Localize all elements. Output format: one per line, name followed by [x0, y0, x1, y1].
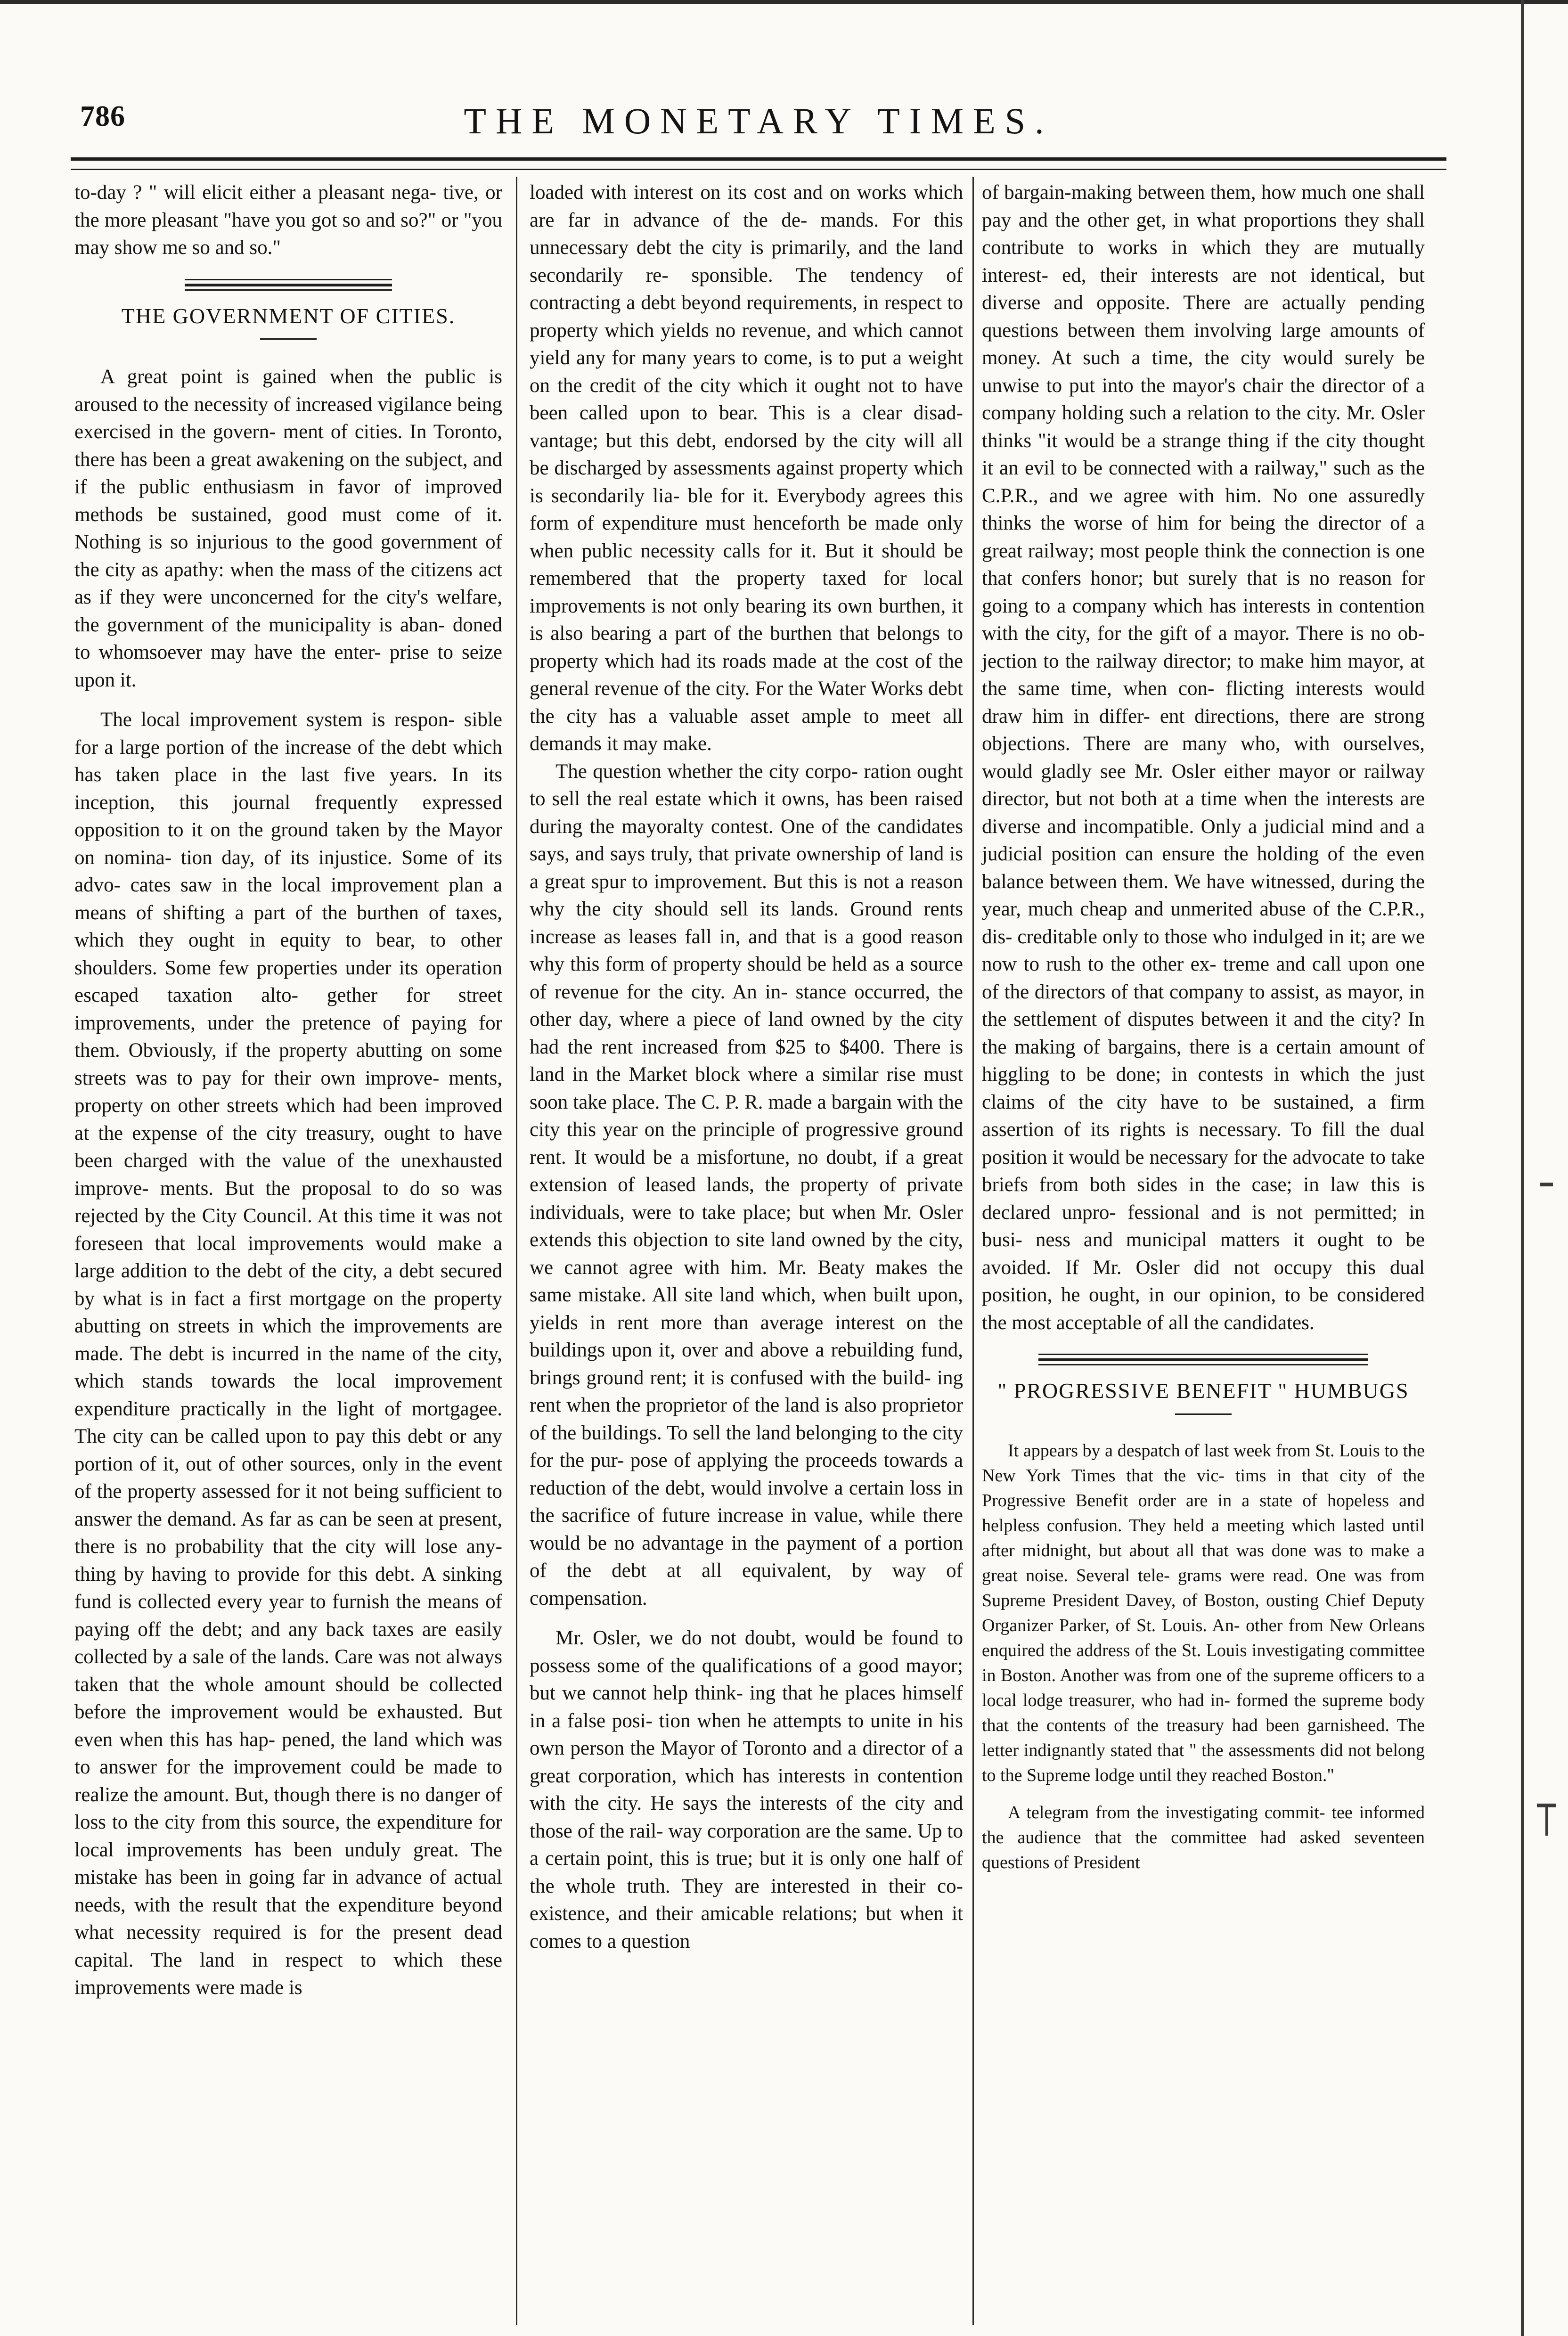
section-separator — [185, 276, 392, 290]
margin-mark — [1545, 1807, 1548, 1836]
page-header — [80, 100, 1437, 152]
column-2 — [530, 179, 963, 1955]
column-3 — [982, 179, 1425, 1875]
page-top-edge — [0, 0, 1568, 4]
page-right-edge — [1521, 0, 1524, 2336]
section-separator — [1038, 1351, 1368, 1365]
margin-mark — [1537, 1804, 1556, 1807]
article-title: THE GOVERNMENT OF CITIES. — [121, 303, 456, 328]
article-title: " PROGRESSIVE BENEFIT " HUMBUGS — [997, 1379, 1409, 1403]
article-paragraph: A great point is gained when the public is aroused to the necessity of increased vigilance being exercised in the govern- ment of cities. In Toronto, there has been a great awakening on the subject, and if the public enthusiasm in favor of improved methods be sustained, good must come of it. Nothing is so injurious to the good government of the city as apathy: when the mass of the citizens act as if they were unconcerned for the city's welfare, the government of the municipality is aban- doned to whomsoever may have the enter- prise to seize upon it. — [74, 366, 502, 691]
header-rule — [71, 157, 1446, 161]
title-rule — [260, 338, 317, 340]
title-rule — [1175, 1413, 1232, 1415]
carryover-paragraph: to-day ? " will elicit either a pleasant nega- tive, or the more pleasant "have you got so and so?" or "you may show me so and so." — [74, 181, 502, 259]
margin-mark — [1540, 1183, 1553, 1186]
column-divider — [972, 177, 974, 2325]
header-rule-thin — [71, 169, 1446, 170]
article-paragraph: Mr. Osler, we do not doubt, would be found to possess some of the qualifications of a good mayor; but we cannot help think- ing that he places himself in a false posi- tion when he attempts to unite in his own person the Mayor of Toronto and a director of a great corporation, which has interests in contention with the city. He says the interests of the city and those of the rail- way corporation are the same. Up to a certain point, this is true; but it is only one half of the whole truth. They are interested in their co-existence, and their amicable relations; but when it comes to a question — [530, 1627, 963, 1952]
column-divider — [516, 177, 517, 2325]
article-paragraph: The local improvement system is respon- sible for a large portion of the increase of the debt which has taken place in the last five years. In its inception, this journal frequently expressed opposition to it on the ground taken by the Mayor on nomina- tion day, of its injustice. Some of its advo- cates saw in the local improvement plan a means of shifting a part of the burthen of taxes, which they ought in equity to bear, to other shoulders. Some few properties under its operation escaped taxation alto- gether for street improvements, under the pretence of paying for them. Obviously, if the property abutting on some streets was to pay for their own improve- ments, property on other streets which had been improved at the expense of the city treasury, ought to have been charged with the value of the unexhausted improve- ments. But the proposal to do so was rejected by the City Council. At this time it was not foreseen that local improvements would make a large addition to the debt of the city, a debt secured by what is in fact a first mortgage on the property abutting on streets in which the improvements are made. The debt is incurred in the name of the city, which stands towards the local improvement expenditure practically in the light of mortgagee. The city can be called upon to pay this debt or any portion of it, out of other sources, only in the event of the property assessed for it not being sufficient to answer the demand. As far as can be seen at present, there is no probability that the city will lose any- thing by having to provide for this debt. A sinking fund is collected every year to furnish the means of paying off the debt; and any back taxes are easily collected by a sale of the lands. Care was not always taken that the whole amount should be collected before the improvement would be exhausted. But even when this has hap- pened, the land which was to answer for the improvement could be made to realize the amount. But, though there is no danger of loss to the city from this source, the expenditure for local improvements has been unduly great. The mistake has been in going far in advance of actual needs, with the result that the expenditure beyond what necessity required is for the present dead capital. The land in respect to which these improvements were made is — [74, 709, 502, 1999]
page-number: 786 — [80, 100, 125, 132]
journal-title: THE MONETARY TIMES. — [464, 100, 1054, 141]
article-paragraph: The question whether the city corpo- ration ought to sell the real estate which it owns, has been raised during the mayoralty contest. One of the candidates says, and says truly, that private ownership of land is a great spur to improvement. But this is not a reason why the city should sell its lands. Ground rents increase as leases fall in, and that is a good reason why this form of property should be held as a source of revenue for the city. An in- stance occurred, the other day, where a piece of land owned by the city had the rent increased from $25 to $400. There is land in the Market block where a similar rise must soon take place. The C. P. R. made a bargain with the city this year on the principle of progressive ground rent. It would be a misfortune, no doubt, if a great extension of leased lands, the property of private individuals, were to take place; but when Mr. Osler extends this objection to site land owned by the city, we cannot agree with him. Mr. Beaty makes the same mistake. All site land which, when built upon, yields in rent more than average interest on the buildings upon it, over and above a rebuilding fund, brings ground rent; it is confused with the build- ing rent when the proprietor of the land is also proprietor of the buildings. To sell the land belonging to the city for the pur- pose of applying the proceeds towards a reduction of the debt, would involve a certain loss in the sacrifice of future increase in value, while there would be no advantage in the payment of a portion of the debt at all equivalent, by way of compensation. — [530, 760, 963, 1609]
column-1 — [74, 179, 502, 2002]
article-paragraph: loaded with interest on its cost and on works which are far in advance of the de- mands. For this unnecessary debt the city is primarily, and the land secondarily re- sponsible. The tendency of contracting a debt beyond requirements, in respect to property which yields no revenue, and which cannot yield any for many years to come, is to put a weight on the credit of the city which it ought not to have been called upon to bear. This is a clear disad- vantage; but this debt, endorsed by the city will all be discharged by assessments against property which is secondarily lia- ble for it. Everybody agrees this form of expenditure must henceforth be made only when public necessity calls for it. But it should be remembered that the property taxed for local improvements is not only bearing its own burthen, it is also bearing a part of the burthen that belongs to property which had its roads made at the cost of the general revenue of the city. For the Water Works debt the city has a valuable asset ample to meet all demands it may make. — [530, 181, 963, 755]
article-paragraph: of bargain-making between them, how much one shall pay and the other get, in what proportions they shall contribute to works in which they are mutually interest- ed, their interests are not identical, but diverse and opposite. There are actually pending questions between them involving large amounts of money. At such a time, the city would surely be unwise to put into the mayor's chair the director of a company holding such a relation to the city. Mr. Osler thinks "it would be a strange thing if the city thought it an evil to be connected with a railway," such as the C.P.R., and we agree with him. No one assuredly thinks the worse of him for being the director of a great railway; most people think the connection is one that confers honor; but surely that is no reason for going to a company which has interests in contention with the city, for the gift of a mayor. There is no ob- jection to the railway director; to make him mayor, at the same time, when con- flicting interests would draw him in differ- ent directions, there are strong objections. There are many who, with ourselves, would gladly see Mr. Osler either mayor or railway director, but not both at a time when the interests are diverse and incompatible. Only a judicial mind and a judicial position can ensure the holding of the even balance between them. We have witnessed, during the year, much cheap and unmerited abuse of the C.P.R., dis- creditable only to those who indulged in it; are we now to rush to the other ex- treme and call upon one of the directors of that company to assist, as mayor, in the settlement of disputes between it and the city? In the making of bargains, there is a certain amount of higgling to be done; in contests in which the just claims of the city have to be sustained, a firm assertion of its rights is necessary. To fill the dual position it would be necessary for the advocate to take briefs from both sides in the case; in law this is declared unpro- fessional and is not permitted; in busi- ness and municipal matters it ought to be avoided. If Mr. Osler did not occupy this dual position, he ought, in our opinion, to be considered the most acceptable of all the candidates. — [982, 181, 1425, 1334]
article-paragraph: A telegram from the investigating commit- tee informed the audience that the committee had asked seventeen questions of President — [982, 1802, 1425, 1872]
article-paragraph: It appears by a despatch of last week from St. Louis to the New York Times that the vic- tims in that city of the Progressive Benefit order are in a state of hopeless and helpless confusion. They held a meeting which lasted until after midnight, but about all that was done was to make a great noise. Several tele- grams were read. One was from Supreme President Davey, of Boston, ousting Chief Deputy Organizer Parker, of St. Louis. An- other from New Orleans enquired the address of the St. Louis investigating committee in Boston. Another was from one of the supreme officers to a local lodge treasurer, who had in- formed the supreme body that the contents of the treasury had been garnisheed. The letter indignantly stated that " the assessments did not belong to the Supreme lodge until they reached Boston." — [982, 1440, 1425, 1785]
